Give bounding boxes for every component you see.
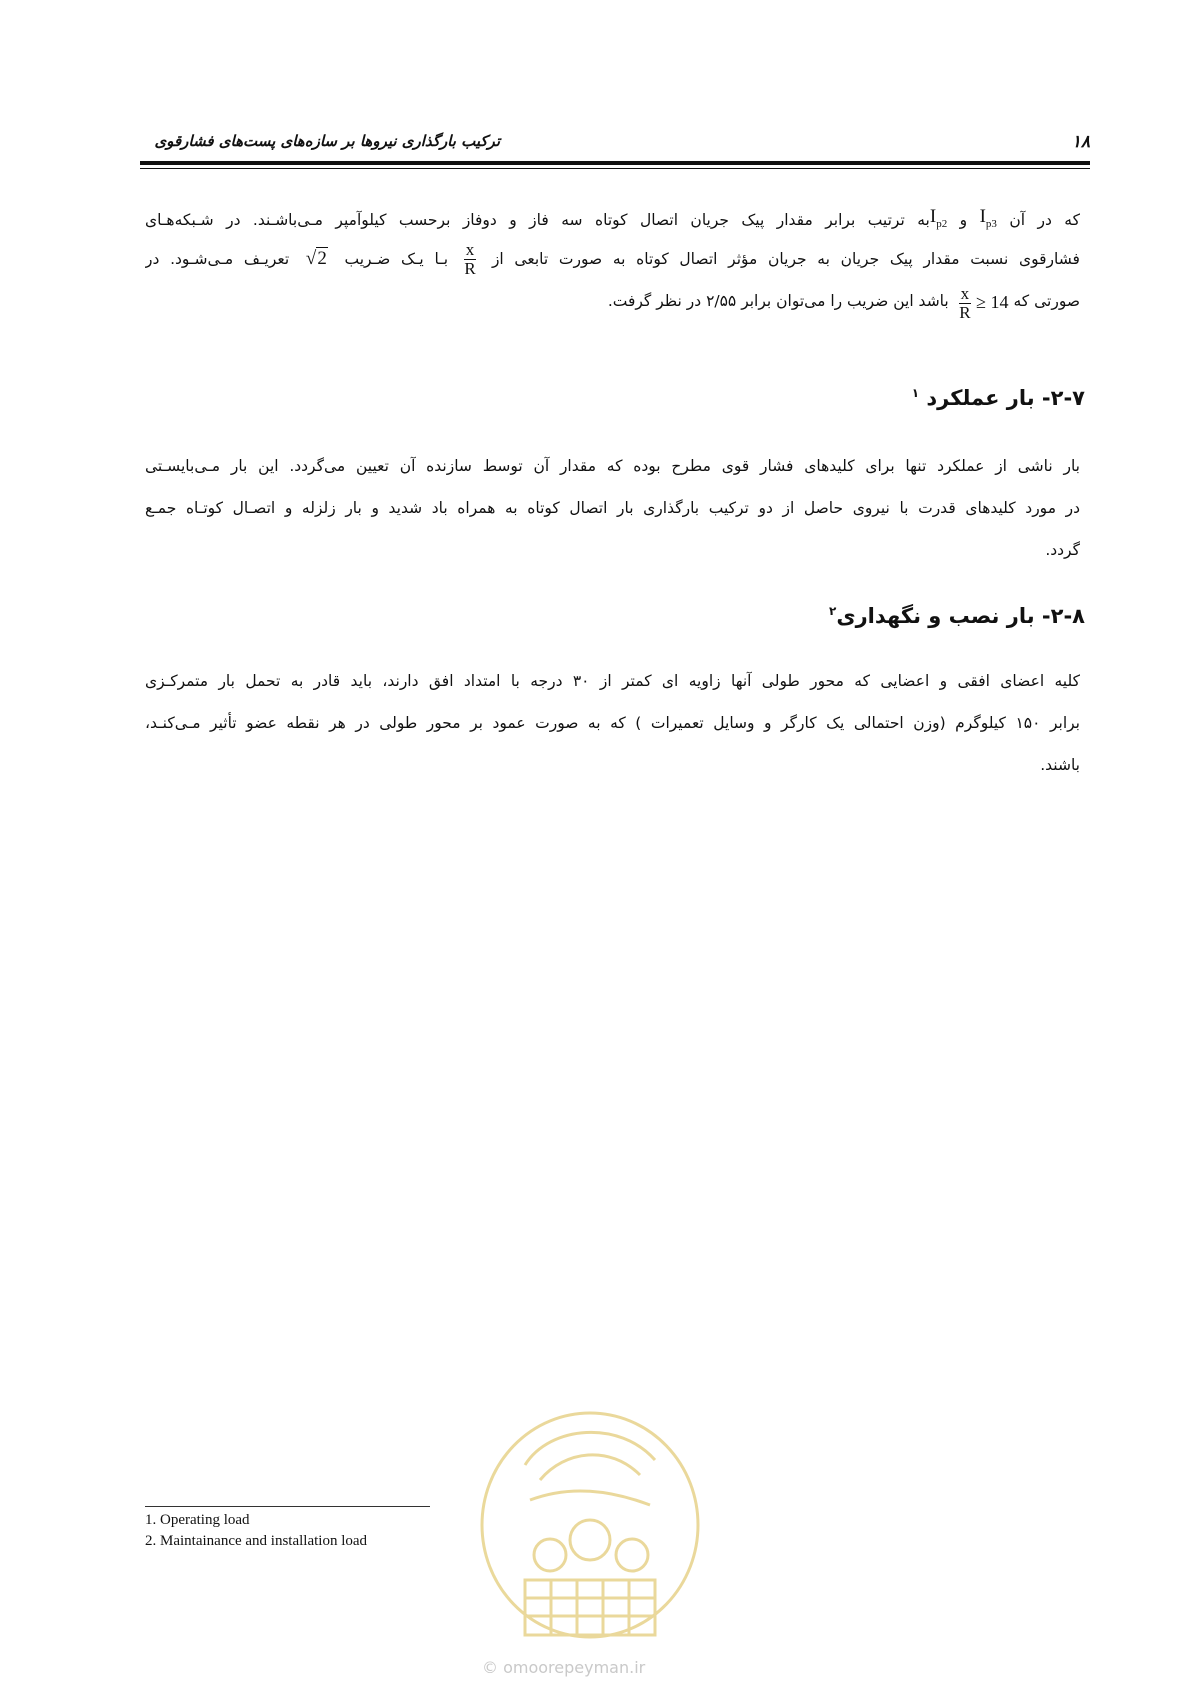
text-run: صورتی که [1013, 292, 1080, 310]
sqrt-radicand: 2 [317, 248, 327, 269]
footnote-1: 1. Operating load [145, 1512, 250, 1528]
footnote-2: 2. Maintainance and installation load [145, 1533, 368, 1549]
heading-text: ۲-۸- بار نصب و نگهداری [836, 604, 1085, 628]
section-heading-installation-load [829, 604, 1085, 628]
text-run: تعریـف مـی‌شـود. در [145, 250, 290, 268]
paragraph-line: باشند. [1040, 756, 1080, 774]
footnote-mark: ۲ [829, 604, 837, 618]
page-number: ۱۸ [1071, 132, 1090, 152]
fraction-numerator: x [465, 240, 475, 259]
header-rule-thin [140, 168, 1090, 169]
ip3-symbol [980, 196, 997, 238]
header-rule-thick [140, 161, 1090, 165]
page-header [140, 128, 1090, 158]
inequality-value: ≥ 14 [976, 291, 1009, 312]
text-run: باشد این ضریب را می‌توان برابر ۲/۵۵ در نظر گرفت. [607, 292, 949, 310]
running-title: ترکیب بارگذاری نیروها بر سازه‌های پست‌های فشارقوی [154, 132, 500, 150]
text-run: فشارقوی نسبت مقدار پیک جریان به جریان مؤثر اتصال کوتاه به صورت تابعی از [491, 250, 1080, 268]
fraction-numerator: x [960, 283, 970, 303]
ip2-symbol [930, 196, 947, 238]
text-run: بـا یـک ضـریب [344, 250, 449, 268]
paragraph-line [145, 196, 1080, 238]
heading-text: ۲-۷- بار عملکرد [926, 386, 1085, 410]
paragraph-line: کلیه اعضای افقی و اعضایی که محور طولی آنها زاویه ای کمتر از ۳۰ درجه با امتداد افق دارند، باید قادر به تحمل بار متمرکـزی [145, 672, 1080, 690]
paragraph-operating-load [145, 445, 1080, 571]
sqrt-expression: √2 [305, 248, 327, 269]
watermark-url-text: omoorepeyman.ir [503, 1658, 646, 1677]
paragraph-installation-load [145, 660, 1080, 786]
symbol-base: I [979, 206, 986, 227]
inequality [954, 281, 1009, 323]
paragraph-line: برابر ۱۵۰ کیلوگرم (وزن احتمالی یک کارگر و وسایل تعمیرات ) که به صورت عمود بر محور طولی در هر نقطه عضو تأثیر مـی‌کنـد، [145, 714, 1080, 732]
symbol-base: I [929, 206, 937, 227]
paragraph-line [145, 280, 1080, 322]
paragraph-line: در مورد کلیدهای قدرت با نیروی حاصل از دو ترکیب بارگذاری بار اتصال کوتاه به همراه باد شدید و بار زلزله و اتصـال کوتـاه جمـع [145, 499, 1080, 517]
publisher-seal-watermark [470, 1405, 710, 1655]
text-run: و [959, 210, 968, 229]
symbol-subscript: p3 [985, 217, 997, 230]
symbol-subscript: p2 [936, 217, 948, 230]
watermark-url [482, 1658, 645, 1677]
text-run: که در آن [1009, 210, 1080, 229]
paragraph-intro [145, 196, 1080, 322]
fraction-x-over-r [959, 285, 972, 322]
fraction-denominator: R [959, 302, 971, 322]
section-heading-operating-load [912, 386, 1085, 410]
paragraph-line: گردد. [1045, 541, 1080, 559]
footnote-separator [145, 1506, 430, 1507]
footnote-mark: ۱ [911, 386, 920, 400]
fraction-x-over-r [464, 241, 477, 278]
fraction-denominator: R [464, 259, 476, 278]
copyright-icon: © [482, 1658, 498, 1677]
paragraph-line: بار ناشی از عملکرد تنها برای کلیدهای فشار قوی مطرح بوده که مقدار آن توسط سازنده آن تعیین می‌گردد. این بار مـی‌بایسـتی [145, 457, 1080, 475]
paragraph-line [145, 238, 1080, 280]
text-run: به ترتیب برابر مقدار پیک جریان اتصال کوتاه سه فاز و دوفاز برحسب کیلوآمپر مـی‌باشـند. در شـبکه‌هـای [145, 210, 930, 229]
